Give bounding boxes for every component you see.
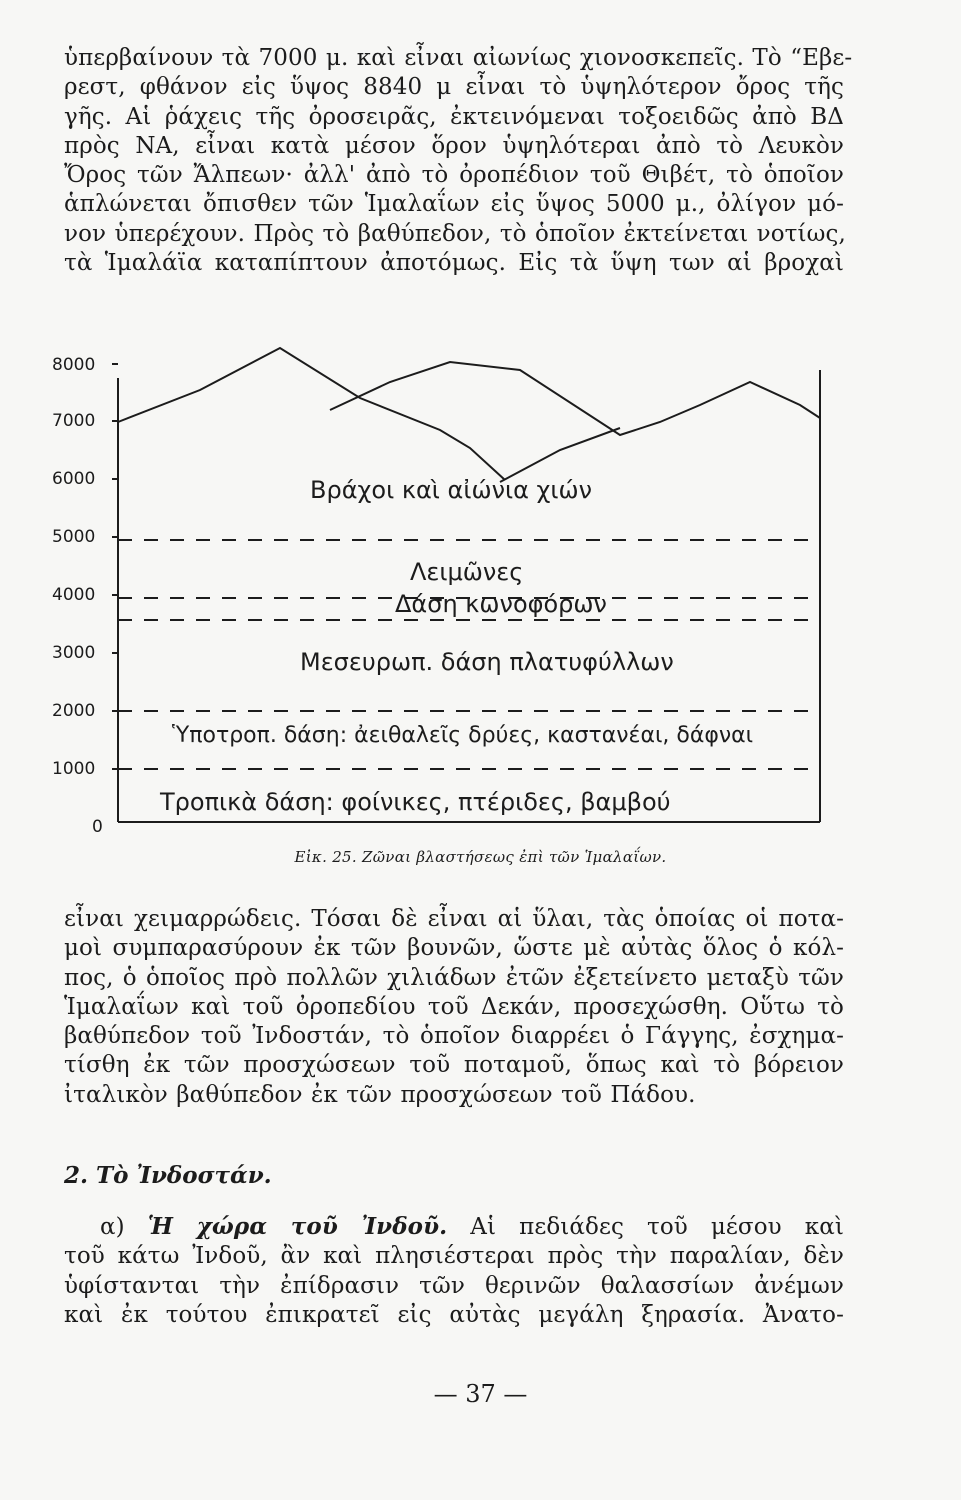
- mountain-valley: [500, 428, 620, 482]
- text-run: Αἱ πεδιάδες τοῦ μέσου καὶ: [470, 1214, 844, 1240]
- text-line: ἁπλώνεται ὄπισθεν τῶν Ἱμαλαΐων εἰς ὕψος 5000 μ., ὀλίγον μό-: [64, 191, 844, 218]
- zone-label-rocks-snow: Βράχοι καὶ αἰώνια χιών: [310, 476, 593, 504]
- text-line: καὶ ἐκ τούτου ἐπικρατεῖ εἰς αὐτὰς μεγάλη ξηρασία. Ἀνατο-: [64, 1301, 844, 1328]
- text-line: εἶναι χειμαρρώδεις. Τόσαι δὲ εἶναι αἱ ὕλαι, τὰς ὁποίας οἱ ποτα-: [64, 906, 844, 932]
- text-line: τίσθη ἐκ τῶν προσχώσεων τοῦ ποταμοῦ, ὅπως καὶ τὸ βόρειον: [64, 1052, 844, 1079]
- zone-label-tropical: Τροπικὰ δάση: φοίνικες, πτέριδες, βαμβού: [160, 788, 671, 816]
- zone-label-meadows: Λειμῶνες: [410, 558, 524, 586]
- text-line: Ὄρος τῶν Ἄλπεων· ἀλλ' ἀπὸ τὸ ὀροπέδιον τοῦ Θιβέτ, τὸ ὁποῖον: [64, 162, 844, 189]
- mountain-left: [118, 348, 505, 480]
- y-tick-label: 7000: [52, 411, 96, 431]
- text-line: βαθύπεδον τοῦ Ἰνδοστάν, τὸ ὁποῖον διαρρέει ὁ Γάγγης, ἐσχημα-: [64, 1023, 844, 1050]
- section-paragraph: [64, 1212, 844, 1330]
- subsection-label: α): [100, 1214, 125, 1240]
- y-tick-label: 2000: [52, 701, 96, 721]
- subsection-title: Ἡ χώρα τοῦ Ἰνδοῦ.: [147, 1213, 448, 1240]
- section-heading: 2. Τὸ Ἰνδοστάν.: [64, 1162, 272, 1189]
- y-tick-label: 3000: [52, 643, 96, 663]
- y-tick-label: 1000: [52, 759, 96, 779]
- text-line: νον ὑπερέχουν. Πρὸς τὸ βαθύπεδον, τὸ ὁποῖον ἐκτείνεται νοτίως,: [64, 220, 846, 247]
- y-tick-label: 0: [92, 817, 103, 837]
- text-line: ρεστ, φθάνον εἰς ὕψος 8840 μ εἶναι τὸ ὑψηλότερον ὄρος τῆς: [64, 74, 844, 101]
- top-paragraph: [64, 44, 853, 278]
- y-tick-label: 8000: [52, 355, 96, 375]
- zone-label-subtropical: Ὑποτροπ. δάση: ἀειθαλεῖς δρύες, καστανέαι, δάφναι: [172, 723, 754, 748]
- text-line: ὑπερβαίνουν τὰ 7000 μ. καὶ εἶναι αἰωνίως χιονοσκεπεῖς. Τὸ “Εβε-: [64, 45, 853, 71]
- text-line: τὰ Ἱμαλάϊα καταπίπτουν ἀποτόμως. Εἰς τὰ ὕψη των αἱ βροχαὶ: [64, 250, 844, 277]
- text-line: Ἱμαλαΐων καὶ τοῦ ὀροπεδίου τοῦ Δεκάν, προσεχώσθη. Οὕτω τὸ: [64, 993, 844, 1020]
- page-number: — 37 —: [433, 1380, 528, 1408]
- y-tick-label: 4000: [52, 585, 96, 605]
- zone-label-broadleaf: Μεσευρωπ. δάση πλατυφύλλων: [300, 648, 674, 676]
- vegetation-zones-figure: [0, 330, 961, 840]
- text-line: ἰταλικὸν βαθύπεδον ἐκ τῶν προσχώσεων τοῦ Πάδου.: [64, 1081, 696, 1108]
- body-paragraph: [64, 905, 844, 1110]
- figure-caption: Εἰκ. 25. Ζῶναι βλαστήσεως ἐπὶ τῶν Ἱμαλαΐων.: [294, 848, 667, 866]
- zone-label-conifers: Δάση κωνοφόρων: [395, 590, 607, 618]
- text-line: πος, ὁ ὁποῖος πρὸ πολλῶν χιλιάδων ἐτῶν ἐξετείνετο μεταξὺ τῶν: [64, 964, 844, 991]
- text-line: [64, 1212, 844, 1242]
- text-line: μοὶ συμπαρασύρουν ἐκ τῶν βουνῶν, ὥστε μὲ αὐτὰς ὅλος ὁ κόλ-: [64, 935, 844, 962]
- text-line: γῆς. Αἱ ῥάχεις τῆς ὀροσειρᾶς, ἐκτεινόμεναι τοξοειδῶς ἀπὸ ΒΔ: [64, 103, 844, 130]
- y-tick-label: 5000: [52, 527, 96, 547]
- text-line: ὑφίστανται τὴν ἐπίδρασιν τῶν θερινῶν θαλασσίων ἀνέμων: [64, 1272, 844, 1299]
- y-tick-label: 6000: [52, 469, 96, 489]
- text-line: τοῦ κάτω Ἰνδοῦ, ἂν καὶ πλησιέστεραι πρὸς τὴν παραλίαν, δὲν: [64, 1243, 844, 1270]
- mountain-middle: [330, 362, 820, 435]
- text-line: πρὸς ΝΑ, εἶναι κατὰ μέσον ὅρον ὑψηλότεραι ἀπὸ τὸ Λευκὸν: [64, 132, 844, 159]
